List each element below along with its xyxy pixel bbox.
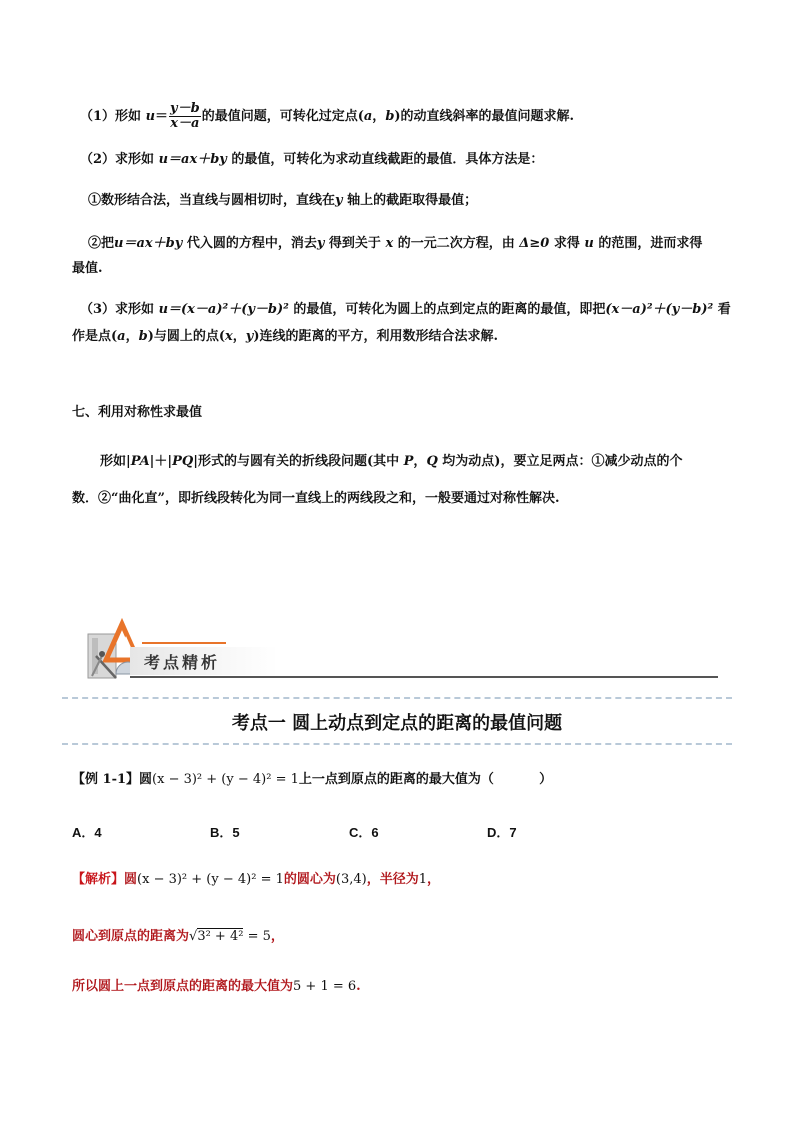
solution-line-2 <box>72 927 284 947</box>
p4-text1: 把 <box>101 236 115 251</box>
solution-line1a: 圆 <box>124 872 138 887</box>
option-b-label: B．5 <box>210 825 240 840</box>
p5-lead: （3）求形如 <box>80 302 159 317</box>
p1-rest1: 的最值问题，可转化过定点( <box>201 109 364 124</box>
p5-line2c: )连线的距离的平方，利用数形结合法求解. <box>253 329 499 344</box>
p5-b: b <box>138 329 148 344</box>
solution-line1b: 的圆心为 <box>283 872 336 887</box>
paragraph-method-2 <box>88 234 702 254</box>
p1-u: u <box>145 109 156 124</box>
p1-fraction <box>169 102 201 131</box>
circled-one: ① <box>88 193 102 208</box>
p5-expr: u＝(x－a)²＋(y－b)² <box>158 302 289 317</box>
section-7-title <box>72 403 202 423</box>
p6-line2b: “曲化直”，即折线段转化为同一直线上的两线段之和，一般要通过对称性解决. <box>111 491 560 506</box>
circled-two-b: ② <box>98 491 112 506</box>
option-c[interactable] <box>349 822 379 841</box>
dashed-rule-top <box>62 697 732 699</box>
paragraph-1 <box>80 102 574 131</box>
p4-expr: u＝ax＋by <box>114 236 183 251</box>
topic-heading <box>0 709 794 735</box>
example-label: 【例 1-1】 <box>72 772 140 787</box>
paragraph-method-2-line2 <box>72 259 103 279</box>
p4-text6: 的范围，进而求得 <box>593 236 703 251</box>
p6-pq: PQ <box>172 454 194 469</box>
p6-q: Q <box>426 454 438 469</box>
p1-fraction-num: y－b <box>170 101 200 116</box>
solution-equation-1: (x − 3)² + (y − 4)² = 1 <box>137 872 284 887</box>
p5-a: a <box>117 329 126 344</box>
option-a[interactable] <box>72 822 102 841</box>
paragraph-symmetry-line2 <box>72 489 560 509</box>
p5-y: y <box>245 329 254 344</box>
example-1-1 <box>72 770 552 790</box>
p4-text3: 得到关于 <box>324 236 386 251</box>
paragraph-2 <box>80 150 543 170</box>
banner-label-box <box>130 647 278 675</box>
topic-heading-text: 考点一 圆上动点到定点的距离的最值问题 <box>231 713 563 734</box>
solution-line1c: ，半径为 <box>366 872 419 887</box>
p5-line2a: 作是点( <box>72 329 118 344</box>
paragraph-symmetry <box>100 452 682 472</box>
circled-one-b: ① <box>591 454 605 469</box>
p5-text1: 的最值，可转化为圆上的点到定点的距离的最值，即把 <box>288 302 606 317</box>
solution-line2b: ， <box>270 929 284 944</box>
p1-a: a <box>363 109 373 124</box>
p1-lead: （1）形如 <box>80 109 146 124</box>
p5-comma2: ， <box>232 329 246 344</box>
p4-y: y <box>316 236 325 251</box>
solution-line-1 <box>72 870 440 890</box>
solution-radius: 1 <box>418 872 427 887</box>
p3-y: y <box>335 193 343 208</box>
solution-line1d: ， <box>427 872 441 887</box>
paragraph-3 <box>80 300 731 320</box>
p1-fraction-den: x－a <box>170 116 200 131</box>
p3-text2: 轴上的截距取得最值； <box>342 193 478 208</box>
option-b[interactable] <box>210 822 240 841</box>
option-d[interactable] <box>487 822 517 841</box>
p2-lead: （2）求形如 <box>80 152 159 167</box>
p6-text5: 均为动点)，要立足两点： <box>437 454 592 469</box>
p6-text4: ， <box>413 454 427 469</box>
banner-underline <box>130 676 718 678</box>
paragraph-3-line2 <box>72 327 498 347</box>
section-banner <box>86 614 736 686</box>
example-text1: 圆 <box>139 772 153 787</box>
option-d-label: D．7 <box>487 825 517 840</box>
p1-b: b <box>385 109 395 124</box>
p6-text2: |＋| <box>149 454 173 469</box>
p5-expr2: (x－a)²＋(y－b)² <box>605 302 714 317</box>
solution-line-3 <box>72 977 361 997</box>
dashed-rule-bottom <box>62 743 732 745</box>
option-a-label: A．4 <box>72 825 102 840</box>
p6-text3: |形式的与圆有关的折线段问题(其中 <box>193 454 404 469</box>
p4-text2: 代入圆的方程中，消去 <box>182 236 317 251</box>
solution-line3a: 所以圆上一点到原点的距离的最大值为 <box>72 979 294 994</box>
p1-eq: ＝ <box>155 109 169 124</box>
p5-text2: 看 <box>713 302 731 317</box>
solution-line2a: 圆心到原点的距离为 <box>72 929 190 944</box>
p4-delta: Δ≥0 <box>519 236 550 251</box>
solution-label: 【解析】 <box>72 872 125 887</box>
p2-rest: 的最值，可转化为求动直线截距的最值．具体方法是： <box>226 152 544 167</box>
solution-line3b: . <box>356 979 361 994</box>
p4-text5: 求得 <box>549 236 585 251</box>
solution-center: (3,4) <box>335 872 367 887</box>
p4-u: u <box>584 236 594 251</box>
p5-line2b: )与圆上的点( <box>147 329 226 344</box>
p4-text4: 的一元二次方程，由 <box>393 236 520 251</box>
p4-x: x <box>385 236 394 251</box>
circled-two: ② <box>88 236 102 251</box>
p6-line2a: 数． <box>72 491 99 506</box>
example-text2: 上一点到原点的距离的最大值为（ <box>298 772 494 787</box>
p1-comma: ， <box>372 109 386 124</box>
p5-comma: ， <box>125 329 139 344</box>
p5-x: x <box>225 329 233 344</box>
option-c-label: C．6 <box>349 825 379 840</box>
p6-p: P <box>403 454 414 469</box>
section-7-title-text: 七、利用对称性求最值 <box>72 405 203 420</box>
example-answer-blank <box>494 772 539 787</box>
banner-accent-line <box>142 642 226 644</box>
p2-expr: u＝ax＋by <box>158 152 227 167</box>
example-close-paren: ） <box>539 772 553 787</box>
solution-equation-3: 5 + 1 = 6 <box>293 979 357 994</box>
p1-rest2: )的动直线斜率的最值问题求解. <box>394 109 575 124</box>
sqrt-radicand: 3² + 4² <box>197 929 244 944</box>
example-equation: (x − 3)² + (y − 4)² = 1 <box>152 772 299 787</box>
solution-equals-5: = 5 <box>243 929 271 944</box>
p6-pa: PA <box>130 454 150 469</box>
p6-text1: 形如| <box>100 454 131 469</box>
p4-line2: 最值. <box>72 261 103 276</box>
sqrt-sign: √ <box>189 929 198 944</box>
banner-label: 考点精析 <box>144 653 221 672</box>
p6-text6: 减少动点的个 <box>604 454 683 469</box>
p3-text1: 数形结合法，当直线与圆相切时，直线在 <box>101 193 336 208</box>
paragraph-method-1 <box>88 191 477 211</box>
